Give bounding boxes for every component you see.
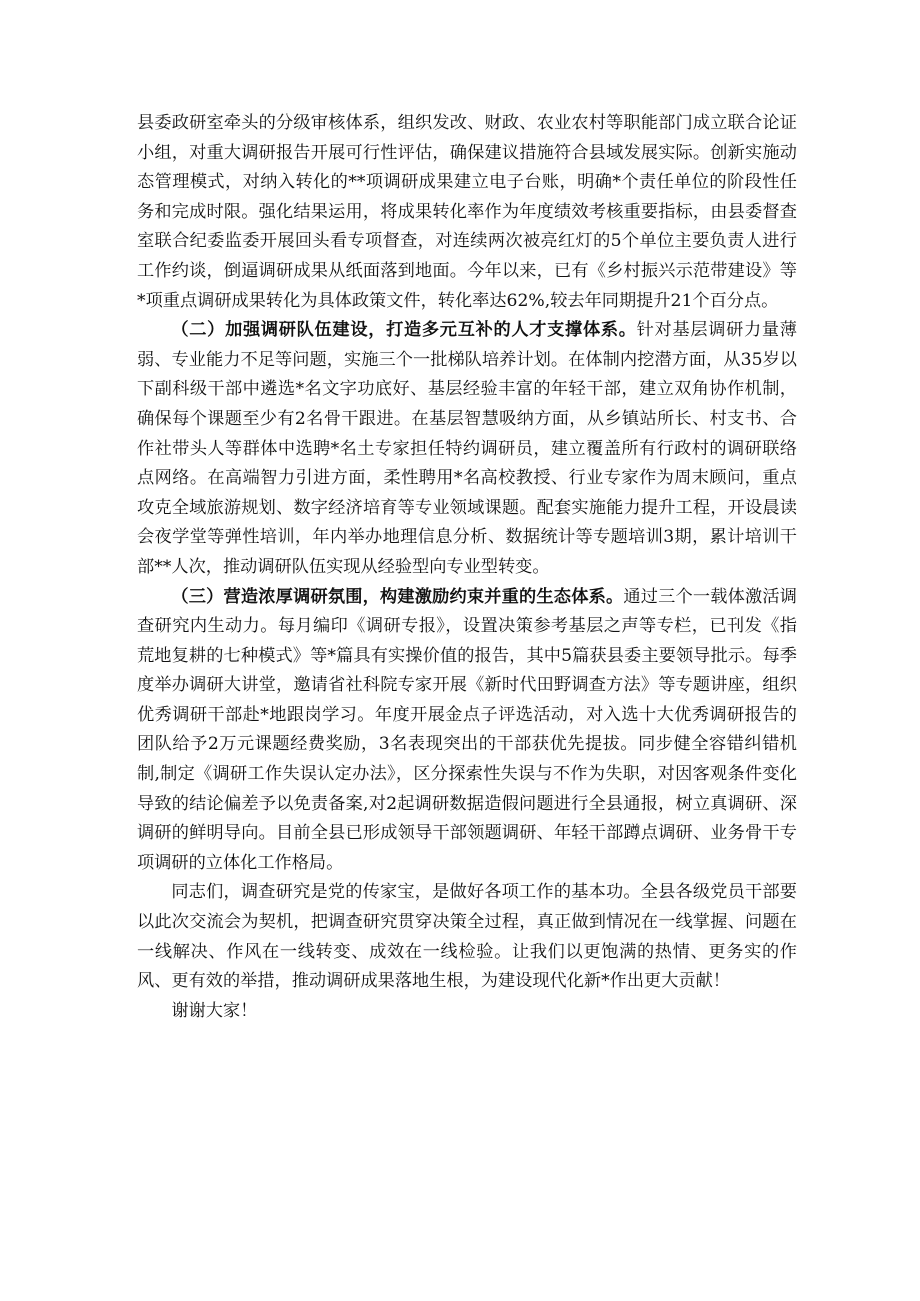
section-2-heading: （二）加强调研队伍建设，打造多元互补的人才支撑体系。 bbox=[171, 320, 637, 341]
body-paragraph-4 bbox=[137, 878, 797, 996]
paragraph-1-text: 县委政研室牵头的分级审核体系，组织发改、财政、农业农村等职能部门成立联合论证小组，对重大调研报告开展可行性评估，确保建议措施符合县域发展实际。创新实施动态管理模式，对纳入转化的**项调研成果建立电子台账，明确*个责任单位的阶段性任务和完成时限。强化结果运用，将成果转化率作为年度绩效考核重要指标，由县委督查室联合纪委监委开展回头看专项督查，对连续两次被亮红灯的5个单位主要负责人进行工作约谈，倒逼调研成果从纸面落到地面。今年以来，已有《乡村振兴示范带建设》等*项重点调研成果转化为具体政策文件，转化率达62%,较去年同期提升21个百分点。 bbox=[137, 113, 797, 311]
body-paragraph-2 bbox=[137, 316, 797, 582]
closing-remark: 谢谢大家！ bbox=[171, 1000, 258, 1021]
body-paragraph-3 bbox=[137, 583, 797, 879]
section-3-heading: （三）营造浓厚调研氛围，构建激励约束并重的生态体系。 bbox=[171, 586, 624, 607]
paragraph-4-text: 同志们，调查研究是党的传家宝，是做好各项工作的基本功。全县各级党员干部要以此次交流会为契机，把调查研究贯穿决策全过程，真正做到情况在一线掌握、问题在一线解决、作风在一线转变、成效在一线检验。让我们以更饱满的热情、更务实的作风、更有效的举措，推动调研成果落地生根，为建设现代化新*作出更大贡献！ bbox=[137, 882, 797, 992]
body-paragraph-1 bbox=[137, 109, 797, 316]
paragraph-2-text: 针对基层调研力量薄弱、专业能力不足等问题，实施三个一批梯队培养计划。在体制内挖潜方面，从35岁以下副科级干部中遴选*名文字功底好、基层经验丰富的年轻干部，建立双角协作机制，确保每个课题至少有2名骨干跟进。在基层智慧吸纳方面，从乡镇站所长、村支书、合作社带头人等群体中选聘*名土专家担任特约调研员，建立覆盖所有行政村的调研联络点网络。在高端智力引进方面，柔性聘用*名高校教授、行业专家作为周末顾问，重点攻克全域旅游规划、数字经济培育等专业领域课题。配套实施能力提升工程，开设晨读会夜学堂等弹性培训，年内举办地理信息分析、数据统计等专题培训3期，累计培训干部**人次，推动调研队伍实现从经验型向专业型转变。 bbox=[137, 320, 797, 577]
paragraph-3-text: 通过三个一载体激活调查研究内生动力。每月编印《调研专报》，设置决策参考基层之声等专栏，已刊发《指荒地复耕的七种模式》等*篇具有实操价值的报告，其中5篇获县委主要领导批示。每季度举办调研大讲堂，邀请省社科院专家开展《新时代田野调查方法》等专题讲座，组织优秀调研干部赴*地跟岗学习。年度开展金点子评选活动，对入选十大优秀调研报告的团队给予2万元课题经费奖励，3名表现突出的干部获优先提拔。同步健全容错纠错机制,制定《调研工作失误认定办法》，区分探索性失误与不作为失职，对因客观条件变化导致的结论偏差予以免责备案,对2起调研数据造假问题进行全县通报，树立真调研、深调研的鲜明导向。目前全县已形成领导干部领题调研、年轻干部蹲点调研、业务骨干专项调研的立体化工作格局。 bbox=[137, 586, 797, 873]
document-page bbox=[137, 109, 797, 1026]
